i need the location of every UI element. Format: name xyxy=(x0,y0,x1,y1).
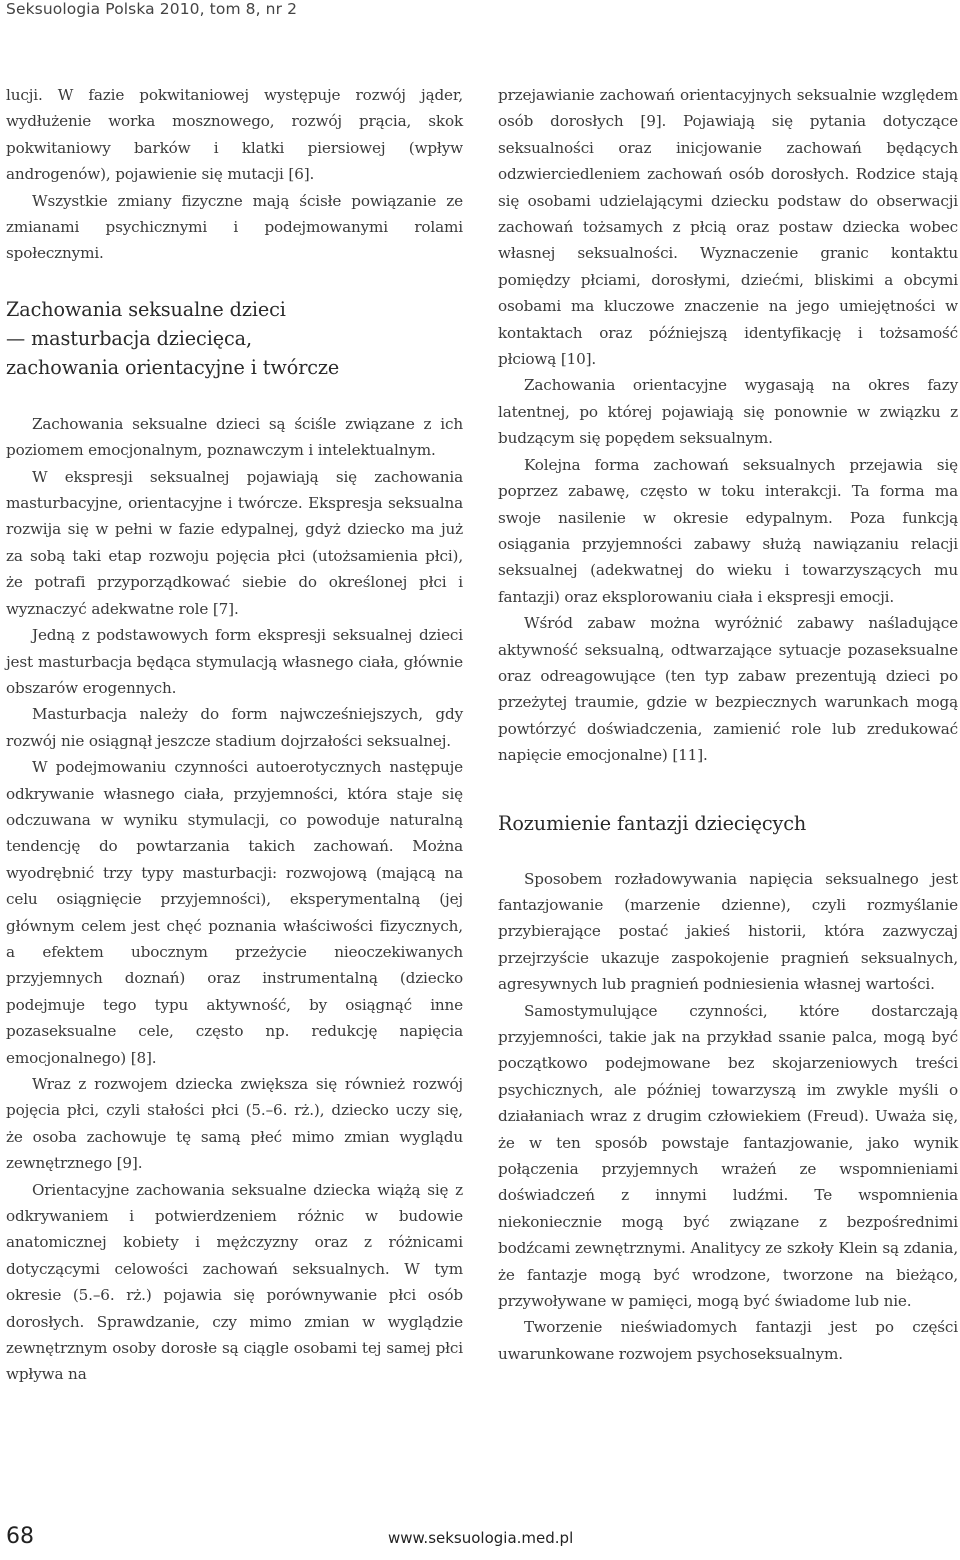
paragraph: Zachowania orientacyjne wygasają na okres fazy latentnej, po której pojawiają się ponownie w związku z budzącym się popędem seksualnym. xyxy=(498,376,958,448)
right-column xyxy=(498,82,958,1367)
page-footer xyxy=(6,1524,960,1554)
running-header: Seksuologia Polska 2010, tom 8, nr 2 xyxy=(6,0,298,18)
paragraph: Wszystkie zmiany fizyczne mają ścisłe powiązanie ze zmianami psychicznymi i podejmowanymi rolami społecznymi. xyxy=(6,191,463,263)
paragraph: Masturbacja należy do form najwcześniejszych, gdy rozwój nie osiągnął jeszcze stadium dojrzałości seksualnej. xyxy=(6,705,463,750)
paragraph: przejawianie zachowań orientacyjnych seksualnie względem osób dorosłych [9]. Pojawiają się pytania dotyczące seksualności oraz inicjowanie zachowań będących odzwierciedleniem zachowań osób dorosłych. Rodzice stają się osobami udzielającymi dziecku podstaw do obserwacji zachowań tożsamych z płcią oraz postaw dziecka wobec własnej seksualności. Wyznaczenie granic kontaktu pomiędzy płciami, dorosłymi, dziećmi, bliskimi a obcymi osobami ma kluczowe znaczenie na jego umiejętności w kontaktach oraz późniejszą identyfikację i tożsamość płciową [10]. xyxy=(498,86,958,369)
page-number: 68 xyxy=(6,1524,34,1549)
paragraph: Wśród zabaw można wyróżnić zabawy naśladujące aktywność seksualną, odtwarzające sytuacje pozaseksualne oraz odreagowujące (ten typ zabaw prezentują dzieci po przeżytej traumie, gdzie w bezpiecznych warunkach mogą powtórzyć doświadczenia, zamienić role lub zredukować napięcie emocjonalne) [11]. xyxy=(498,614,958,765)
paragraph: Kolejna forma zachowań seksualnych przejawia się poprzez zabawę, często w toku interakcji. Ta forma ma swoje nasilenie w okresie edypalnym. Poza funkcją osiągania przyjemności zabawy służą nawiązaniu relacji seksualnej (adekwatnej do wieku i towarzyszących mu fantazji) oraz eksplorowaniu ciała i ekspresji emocji. xyxy=(498,455,958,606)
footer-url: www.seksuologia.med.pl xyxy=(388,1529,574,1547)
paragraph: Zachowania seksualne dzieci są ściśle związane z ich poziomem emocjonalnym, poznawczym i intelektualnym. xyxy=(6,414,463,460)
paragraph: W podejmowaniu czynności autoerotycznych następuje odkrywanie własnego ciała, przyjemności, która staje się odczuwana w wyniku stymulacji, co powoduje naturalną tendencję do powtarzania takich zachowań. Można wyodrębnić trzy typy masturbacji: rozwojową (mającą na celu osiągnięcie przyjemności), eksperymentalną (jej głównym celem jest chęć poznania właściwości fizycznych, a efektem ubocznym przeżycie nieoczekiwanych przyjemnych doznań) oraz instrumentalną (dziecko podejmuje tego typu aktywność, by osiągnąć inne pozaseksualne cele, często np. redukcję napięcia emocjonalnego) [8]. xyxy=(6,758,463,1067)
paragraph: Orientacyjne zachowania seksualne dziecka wiążą się z odkrywaniem i potwierdzeniem różnic w budowie anatomicznej kobiety i mężczyzny oraz z różnicami dotyczącymi celowości zachowań seksualnych. W tym okresie (5.–6. rż.) pojawia się porównywanie płci osób dorosłych. Sprawdzanie, czy mimo zmian w wyglądzie zewnętrznym osoby dorosłe są ciągle osobami tej samej płci wpływa na xyxy=(6,1180,463,1384)
paragraph: lucji. W fazie pokwitaniowej występuje rozwój jąder, wydłużenie worka mosznowego, rozwój prącia, skok pokwitaniowy barków i klatki piersiowej (wpływ androgenów), pojawienie się mutacji [6]. xyxy=(6,86,463,184)
heading-line: Zachowania seksualne dzieci xyxy=(6,297,286,321)
paragraph: Wraz z rozwojem dziecka zwiększa się również rozwój pojęcia płci, czyli stałości płci (5.–6. rż.), dziecko uczy się, że osoba zachowuje tę samą płeć mimo zmian wyglądu zewnętrznego [9]. xyxy=(6,1075,463,1173)
paragraph: W ekspresji seksualnej pojawiają się zachowania masturbacyjne, orientacyjne i twórcze. Ekspresja seksualna rozwija się w pełni w fazie edypalnej, gdyż dziecko ma już za sobą taki etap rozwoju pojęcia płci (utożsamienia płci), że potrafi przyporządkować siebie do określonej płci i wyznaczyć adekwatne role [7]. xyxy=(6,467,463,618)
heading-line: — masturbacja dziecięca, xyxy=(6,326,252,350)
section-heading xyxy=(6,295,463,382)
section-heading: Rozumienie fantazji dziecięcych xyxy=(498,811,807,835)
left-column xyxy=(6,82,463,1388)
paragraph: Jedną z podstawowych form ekspresji seksualnej dzieci jest masturbacja będąca stymulacją własnego ciała, głównie obszarów erogennych. xyxy=(6,626,463,697)
paragraph: Sposobem rozładowywania napięcia seksualnego jest fantazjowanie (marzenie dzienne), czyli rozmyślanie przybierające postać jakieś historii, która zazwyczaj przejrzyście ukazuje zaspokojenie pragnień seksualnych, agresywnych lub pragnień podniesienia własnej wartości. xyxy=(498,869,958,994)
heading-line: zachowania orientacyjne i twórcze xyxy=(6,355,340,379)
paragraph: Samostymulujące czynności, które dostarczają przyjemności, takie jak na przykład ssanie palca, mogą być początkowo podejmowane bez skojarzeniowych treści psychicznych, ale później towarzyszą im zwykle myśli o działaniach wraz z drugim człowiekiem (Freud). Uważa się, że w ten sposób powstaje fantazjowanie, jako wynik połączenia przyjemnych wrażeń ze wspomnieniami doświadczeń z innymi ludźmi. Te wspomnienia niekoniecznie mogą być związane z bezpośrednimi bodźcami zewnętrznymi. Analitycy ze szkoły Klein są zdania, że fantazje mogą być wrodzone, tworzone na bieżąco, przywoływane w pamięci, mogą być świadome lub nie. xyxy=(498,1001,958,1311)
paragraph: Tworzenie nieświadomych fantazji jest po części uwarunkowane rozwojem psychoseksualnym. xyxy=(498,1318,958,1363)
